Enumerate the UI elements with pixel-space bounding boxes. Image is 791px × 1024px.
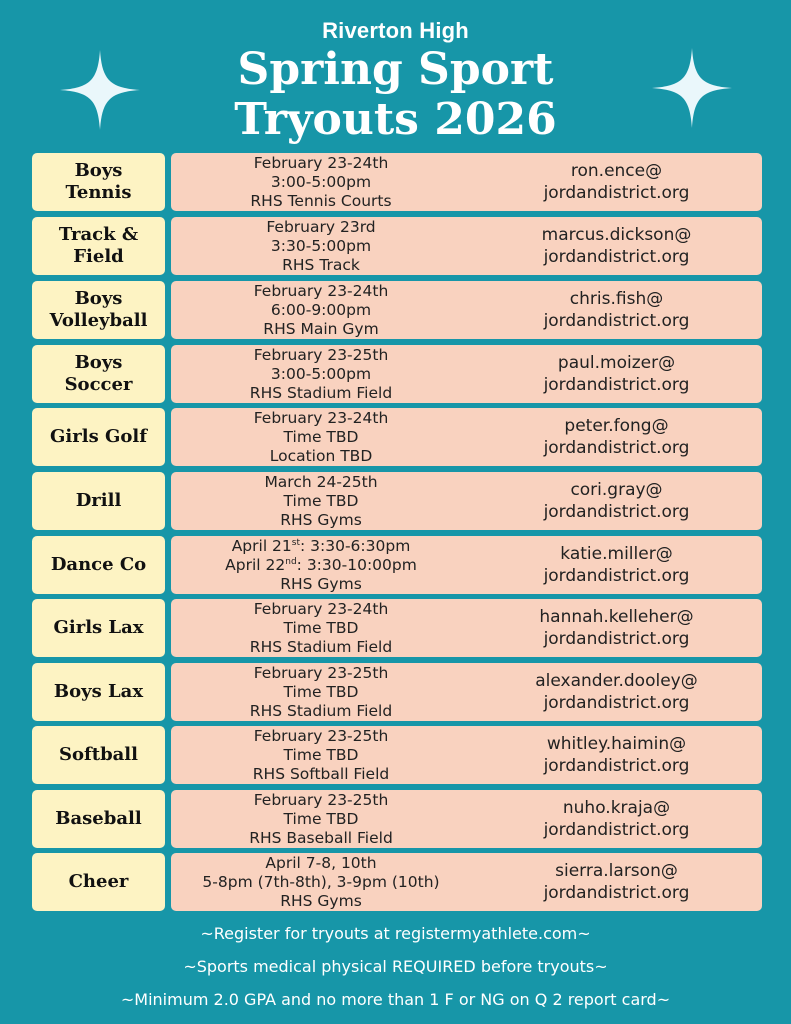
title-line-2: Tryouts 2026 [234,94,557,145]
tryout-date: April 22nd: 3:30-10:00pm [225,555,417,574]
tryout-info [171,472,762,530]
tryout-location: RHS Gyms [280,510,362,529]
tryout-location: RHS Baseball Field [249,828,393,847]
coach-email: sierra.larson@ jordandistrict.org [543,861,690,903]
tryout-date: February 23-24th [253,408,389,427]
table-row [0,790,791,848]
tryout-time: 3:00-5:00pm [270,172,372,191]
footer-note-gpa: ~Minimum 2.0 GPA and no more than 1 F or NG on Q 2 report card~ [120,990,671,1009]
sparkle-icon [60,50,140,130]
tryout-details [171,408,471,466]
tryout-time: 5-8pm (7th-8th), 3-9pm (10th) [202,872,440,891]
table-row [0,536,791,594]
tryout-time: 3:00-5:00pm [270,364,372,383]
tryout-details [171,726,471,784]
sport-name: Cheer [32,853,165,911]
footer-note-physical: ~Sports medical physical REQUIRED before tryouts~ [183,957,608,976]
tryout-details [171,281,471,339]
sport-name: Boys Soccer [32,345,165,403]
tryout-time: Time TBD [283,618,359,637]
tryout-location: RHS Stadium Field [249,637,393,656]
tryout-time: Time TBD [283,809,359,828]
sport-name: Track & Field [32,217,165,275]
sport-name: Girls Golf [32,408,165,466]
tryout-location: RHS Stadium Field [249,701,393,720]
tryout-time: Time TBD [283,682,359,701]
tryout-date: February 23-25th [253,345,389,364]
title-line-1: Spring Sport [237,44,554,95]
tryout-date: February 23rd [266,217,376,236]
table-row [0,408,791,466]
tryout-date: February 23-25th [253,790,389,809]
sport-name: Boys Volleyball [32,281,165,339]
tryout-location: RHS Track [282,255,360,274]
tryout-details [171,663,471,721]
tryout-time: Time TBD [283,427,359,446]
tryout-info [171,153,762,211]
tryout-date: February 23-25th [253,663,389,682]
table-row [0,217,791,275]
school-name: Riverton High [322,18,469,43]
tryout-location: RHS Stadium Field [249,383,393,402]
tryout-info [171,853,762,911]
tryout-date: April 21st: 3:30-6:30pm [231,536,411,555]
tryout-location: RHS Tennis Courts [250,191,392,210]
tryout-details [171,536,471,594]
tryout-time: Time TBD [283,491,359,510]
table-row [0,472,791,530]
table-row [0,281,791,339]
coach-email: marcus.dickson@ jordandistrict.org [541,225,692,267]
table-row [0,153,791,211]
coach-email: katie.miller@ jordandistrict.org [543,544,690,586]
tryout-info [171,599,762,657]
tryout-details [171,853,471,911]
table-row [0,726,791,784]
coach-email: hannah.kelleher@ jordandistrict.org [539,607,694,649]
tryout-details [171,599,471,657]
coach-email: ron.ence@ jordandistrict.org [543,161,690,203]
coach-email: cori.gray@ jordandistrict.org [543,480,690,522]
tryout-info [171,536,762,594]
sport-name: Baseball [32,790,165,848]
tryout-date: February 23-24th [253,153,389,172]
table-row [0,663,791,721]
coach-email: paul.moizer@ jordandistrict.org [543,353,690,395]
tryout-location: RHS Softball Field [252,764,390,783]
footer-note-registration: ~Register for tryouts at registermyathlete.com~ [200,924,591,943]
tryout-info [171,281,762,339]
tryout-date: February 23-24th [253,599,389,618]
coach-email: whitley.haimin@ jordandistrict.org [543,734,690,776]
tryout-info [171,663,762,721]
tryout-date: April 7-8, 10th [265,853,377,872]
table-row [0,853,791,911]
sport-name: Softball [32,726,165,784]
tryout-date: February 23-25th [253,726,389,745]
sport-name: Girls Lax [32,599,165,657]
coach-email: chris.fish@ jordandistrict.org [543,289,690,331]
coach-email: alexander.dooley@ jordandistrict.org [535,671,698,713]
tryout-details [171,790,471,848]
tryout-date: February 23-24th [253,281,389,300]
tryout-location: RHS Gyms [280,891,362,910]
tryout-info [171,726,762,784]
tryout-time: 6:00-9:00pm [270,300,372,319]
tryout-time: 3:30-5:00pm [270,236,372,255]
sport-name: Boys Tennis [32,153,165,211]
tryout-info [171,408,762,466]
table-row [0,599,791,657]
tryout-location: Location TBD [269,446,373,465]
tryout-details [171,217,471,275]
sport-name: Drill [32,472,165,530]
tryout-info [171,790,762,848]
sport-name: Dance Co [32,536,165,594]
sparkle-icon [652,48,732,128]
tryout-info [171,217,762,275]
tryout-date: March 24-25th [264,472,378,491]
table-row [0,345,791,403]
tryout-location: RHS Main Gym [263,319,379,338]
sport-name: Boys Lax [32,663,165,721]
tryout-time: Time TBD [283,745,359,764]
tryout-details [171,472,471,530]
tryout-details [171,153,471,211]
tryout-details [171,345,471,403]
coach-email: peter.fong@ jordandistrict.org [543,416,690,458]
coach-email: nuho.kraja@ jordandistrict.org [543,798,690,840]
tryout-location: RHS Gyms [280,574,362,593]
tryout-info [171,345,762,403]
